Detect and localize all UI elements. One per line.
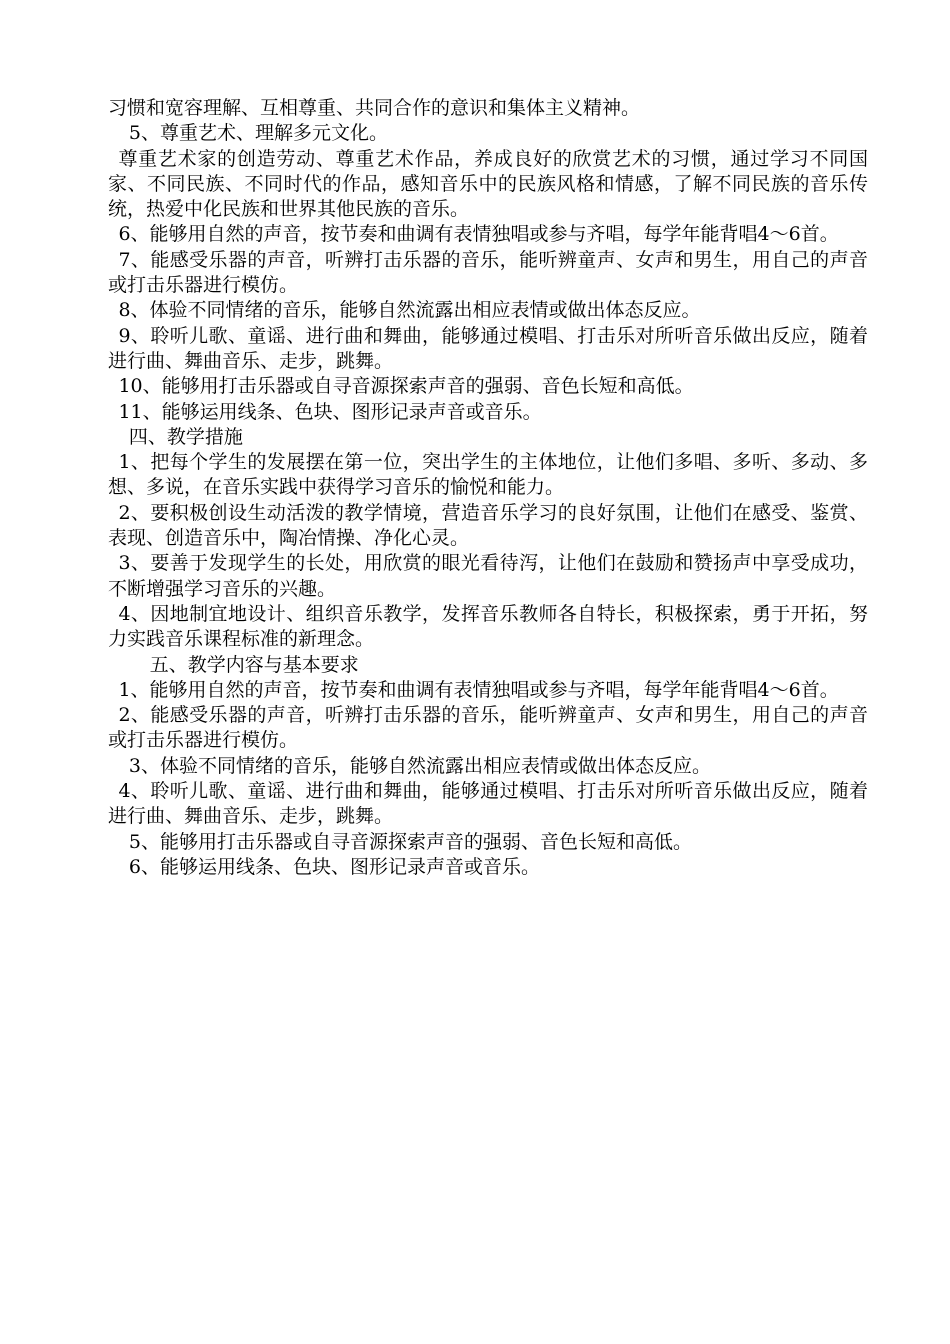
goal-item-8: 8、体验不同情绪的音乐，能够自然流露出相应表情或做出体态反应。 bbox=[118, 299, 701, 322]
content-item-6: 6、能够运用线条、色块、图形记录声音或音乐。 bbox=[128, 855, 540, 878]
content-item-1: 1、能够用自然的声音，按节奏和曲调有表情独唱或参与齐唱，每学年能背唱4～6首。 bbox=[118, 678, 839, 701]
goal-item-7: 7、能感受乐器的声音，听辨打击乐器的音乐，能听辨童声、女声和男生，用自己的声音或打击乐器进行模仿。 bbox=[108, 248, 868, 297]
measure-item-1: 1、把每个学生的发展摆在第一位，突出学生的主体地位，让他们多唱、多听、多动、多想、多说，在音乐实践中获得学习音乐的愉悦和能力。 bbox=[108, 451, 868, 499]
content-item-5: 5、能够用打击乐器或自寻音源探索声音的强弱、音色长短和高低。 bbox=[128, 830, 692, 853]
goal-item-5: 5、尊重艺术、理解多元文化。 bbox=[128, 122, 388, 145]
paragraph-continuation: 习惯和宽容理解、互相尊重、共同合作的意识和集体主义精神。 bbox=[108, 97, 641, 119]
content-item-3: 3、体验不同情绪的音乐，能够自然流露出相应表情或做出体态反应。 bbox=[128, 754, 711, 777]
goal-item-5-detail: 尊重艺术家的创造劳动、尊重艺术作品，养成良好的欣赏艺术的习惯，通过学习不同国家、不同民族、不同时代的作品，感知音乐中的民族风格和情感，了解不同民族的音乐传统，热爱中化民族和世界其他民族的音乐。 bbox=[108, 147, 868, 221]
goal-item-6: 6、能够用自然的声音，按节奏和曲调有表情独唱或参与齐唱，每学年能背唱4～6首。 bbox=[118, 223, 839, 246]
document-page bbox=[108, 96, 868, 880]
goal-item-9: 9、聆听儿歌、童谣、进行曲和舞曲，能够通过模唱、打击乐对所听音乐做出反应，随着进行曲、舞曲音乐、走步，跳舞。 bbox=[108, 324, 868, 372]
measure-item-4: 4、因地制宜地设计、组织音乐教学，发挥音乐教师各自特长，积极探索，勇于开拓，努力实践音乐课程标准的新理念。 bbox=[108, 602, 868, 651]
goal-item-10: 10、能够用打击乐器或自寻音源探索声音的强弱、音色长短和高低。 bbox=[118, 375, 694, 398]
section-heading-content-requirements: 五、教学内容与基本要求 bbox=[149, 653, 359, 676]
measure-item-2: 2、要积极创设生动活泼的教学情境，营造音乐学习的良好氛围，让他们在感受、鉴赏、表现、创造音乐中，陶冶情操、净化心灵。 bbox=[108, 501, 868, 550]
goal-item-11: 11、能够运用线条、色块、图形记录声音或音乐。 bbox=[118, 400, 542, 423]
measure-item-3: 3、要善于发现学生的长处，用欣赏的眼光看待泻，让他们在鼓励和赞扬声中享受成功，不断增强学习音乐的兴趣。 bbox=[108, 552, 868, 600]
section-heading-teaching-measures: 四、教学措施 bbox=[128, 425, 243, 448]
content-item-4: 4、聆听儿歌、童谣、进行曲和舞曲，能够通过模唱、打击乐对所听音乐做出反应，随着进行曲、舞曲音乐、走步，跳舞。 bbox=[108, 780, 868, 828]
content-item-2: 2、能感受乐器的声音，听辨打击乐器的音乐，能听辨童声、女声和男生，用自己的声音或打击乐器进行模仿。 bbox=[108, 704, 868, 752]
